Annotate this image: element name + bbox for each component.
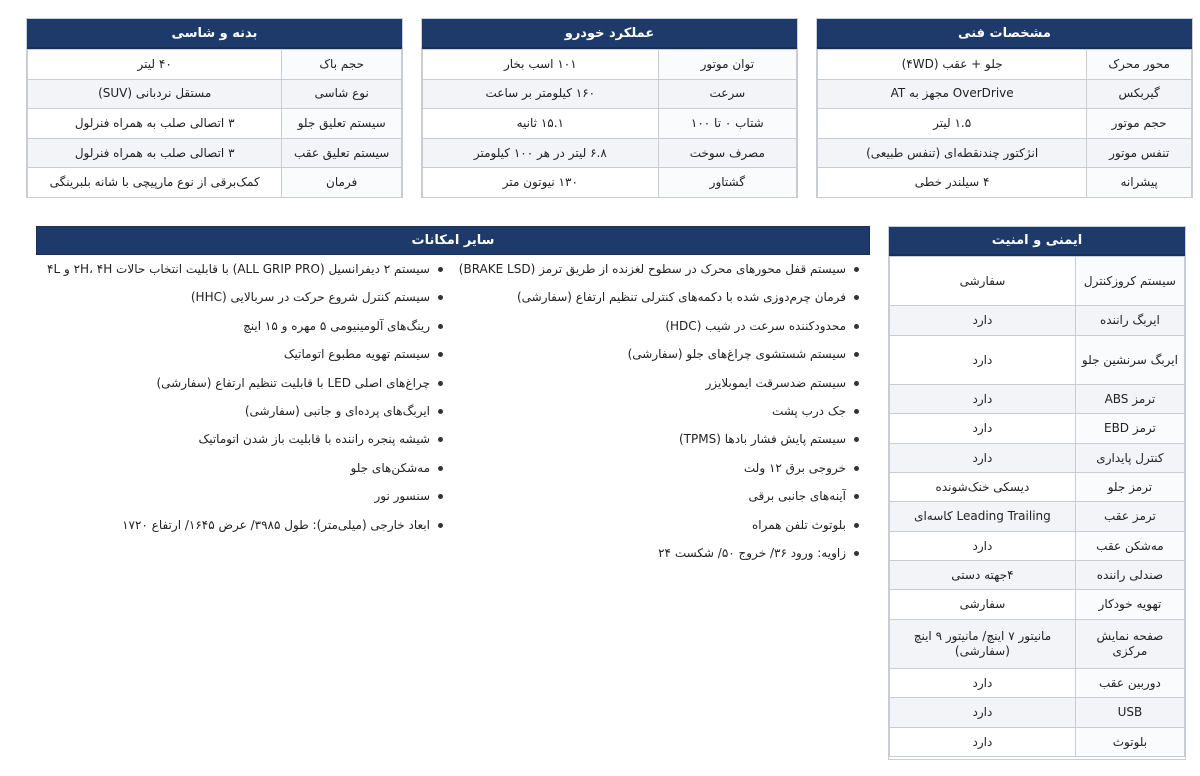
spec-value: مستقل نردبانی (SUV)	[28, 79, 282, 109]
spec-label: ترمز عقب	[1075, 502, 1184, 532]
bullet-icon	[854, 523, 859, 528]
feature-item	[40, 482, 446, 510]
spec-value: دارد	[890, 728, 1076, 757]
spec-label: دوربین عقب	[1075, 669, 1184, 698]
spec-label: توان موتور	[658, 50, 796, 80]
feature-item	[40, 369, 446, 397]
spec-value: دارد	[890, 385, 1076, 414]
body-chassis-row	[28, 138, 402, 168]
spec-label: USB	[1075, 698, 1184, 728]
other-features-right-list	[460, 255, 862, 567]
feature-text: ابعاد خارجی (میلی‌متر): طول ۳۹۸۵/ عرض ۱۶۴۵/ ارتفاع ۱۷۲۰	[122, 517, 430, 532]
spec-label: سرعت	[658, 79, 796, 109]
feature-text: سیستم شستشوی چراغ‌های جلو (سفارشی)	[627, 347, 846, 362]
spec-value: انژکتور چندنقطه‌ای (تنفس طبیعی)	[818, 138, 1087, 168]
feature-text: سیستم قفل محورهای محرک در سطوح لغزنده از طریق ترمز (BRAKE LSD)	[458, 262, 846, 276]
spec-value: دارد	[890, 444, 1076, 473]
bullet-icon	[854, 267, 859, 272]
technical-spec-row	[818, 138, 1192, 168]
spec-value: کمک‌برقی از نوع مارپیچی با شانه بلبرینگی	[28, 168, 282, 198]
spec-label: مه‌شکن عقب	[1075, 532, 1184, 561]
spec-label: فرمان	[282, 168, 402, 198]
bullet-icon	[854, 494, 859, 499]
spec-value: ۱۳۰ نیوتون متر	[423, 168, 659, 198]
spec-value: ۱۵.۱ ثانیه	[423, 109, 659, 139]
feature-text: خروجی برق ۱۲ ولت	[743, 460, 846, 475]
spec-label: ترمز جلو	[1075, 473, 1184, 502]
safety-row	[890, 532, 1185, 561]
feature-text: بلوتوث تلفن همراه	[751, 517, 846, 532]
technical-spec-row	[818, 168, 1192, 198]
spec-label: سیستم کروزکنترل	[1075, 257, 1184, 306]
feature-text: مه‌شکن‌های جلو	[350, 460, 430, 475]
spec-value: دارد	[890, 336, 1076, 385]
body-chassis-title: بدنه و شاسی	[27, 19, 402, 49]
performance-table	[421, 18, 798, 198]
feature-text: سیستم پایش فشار بادها (TPMS)	[678, 432, 846, 447]
spec-label: پیشرانه	[1087, 168, 1192, 198]
safety-row	[890, 561, 1185, 590]
bullet-icon	[438, 409, 443, 414]
safety-row	[890, 257, 1185, 306]
feature-item	[460, 454, 862, 482]
spec-value: ۱۶۰ کیلومتر بر ساعت	[423, 79, 659, 109]
bullet-icon	[854, 295, 859, 300]
technical-spec-row	[818, 109, 1192, 139]
feature-text: سنسور نور	[374, 489, 430, 504]
feature-text: سیستم تهویه مطبوع اتوماتیک	[283, 347, 430, 362]
bullet-icon	[438, 437, 443, 442]
spec-value: ۴ سیلندر خطی	[818, 168, 1087, 198]
bullet-icon	[438, 494, 443, 499]
spec-label: بلوتوث	[1075, 728, 1184, 757]
performance-row	[423, 168, 797, 198]
spec-label: تهویه خودکار	[1075, 590, 1184, 620]
bullet-icon	[854, 324, 859, 329]
spec-label: کنترل پایداری	[1075, 444, 1184, 473]
spec-label: تنفس موتور	[1087, 138, 1192, 168]
safety-security-rows	[889, 256, 1185, 757]
feature-item	[40, 255, 446, 283]
body-chassis-row	[28, 168, 402, 198]
spec-value: دارد	[890, 669, 1076, 698]
feature-text: چراغ‌های اصلی LED با قابلیت تنظیم ارتفاع (سفارشی)	[156, 375, 430, 390]
safety-row	[890, 669, 1185, 698]
spec-value: دیسکی خنک‌شونده	[890, 473, 1076, 502]
performance-rows	[422, 49, 797, 198]
feature-item	[460, 482, 862, 510]
feature-item	[40, 454, 446, 482]
spec-value: سفارشی	[890, 257, 1076, 306]
spec-label: گشتاور	[658, 168, 796, 198]
safety-row	[890, 502, 1185, 532]
technical-specs-rows	[817, 49, 1192, 198]
performance-title: عملکرد خودرو	[422, 19, 797, 49]
feature-item	[460, 369, 862, 397]
spec-label: حجم موتور	[1087, 109, 1192, 139]
body-chassis-rows	[27, 49, 402, 198]
technical-spec-row	[818, 79, 1192, 109]
safety-row	[890, 336, 1185, 385]
spec-value: ۳ اتصالی صلب به همراه فنرلول	[28, 138, 282, 168]
feature-item	[40, 511, 446, 539]
spec-label: شتاب ۰ تا ۱۰۰	[658, 109, 796, 139]
spec-label: سیستم تعلیق عقب	[282, 138, 402, 168]
spec-value: ۴جهته دستی	[890, 561, 1076, 590]
spec-value: جلو + عقب (۴WD)	[818, 50, 1087, 80]
other-features-title: سایر امکانات	[37, 227, 869, 254]
spec-value: دارد	[890, 532, 1076, 561]
bullet-icon	[854, 409, 859, 414]
spec-value: OverDrive مجهز به AT	[818, 79, 1087, 109]
feature-item	[460, 340, 862, 368]
spec-label: حجم باک	[282, 50, 402, 80]
feature-item	[40, 425, 446, 453]
body-chassis-table	[26, 18, 403, 198]
spec-value: سفارشی	[890, 590, 1076, 620]
spec-label: سیستم تعلیق جلو	[282, 109, 402, 139]
bullet-icon	[854, 352, 859, 357]
performance-row	[423, 109, 797, 139]
spec-value: دارد	[890, 306, 1076, 336]
bullet-icon	[438, 466, 443, 471]
bullet-icon	[438, 267, 443, 272]
spec-value: ۱.۵ لیتر	[818, 109, 1087, 139]
feature-item	[460, 511, 862, 539]
feature-item	[40, 397, 446, 425]
feature-item	[40, 312, 446, 340]
spec-label: صفحه نمایش مرکزی	[1075, 620, 1184, 669]
spec-label: محور محرک	[1087, 50, 1192, 80]
feature-text: رینگ‌های آلومینیومی ۵ مهره و ۱۵ اینچ	[243, 318, 430, 333]
safety-row	[890, 728, 1185, 757]
feature-item	[40, 340, 446, 368]
feature-text: ایربگ‌های پرده‌ای و جانبی (سفارشی)	[244, 403, 430, 418]
technical-specs-title: مشخصات فنی	[817, 19, 1192, 49]
safety-row	[890, 698, 1185, 728]
safety-row	[890, 444, 1185, 473]
spec-value: دارد	[890, 414, 1076, 444]
safety-row	[890, 590, 1185, 620]
feature-text: آینه‌های جانبی برقی	[748, 489, 846, 504]
feature-text: زاویه: ورود ۳۶/ خروج ۵۰/ شکست ۲۴	[658, 545, 846, 560]
performance-row	[423, 138, 797, 168]
technical-specs-table	[816, 18, 1193, 198]
spec-value: ۳ اتصالی صلب به همراه فنرلول	[28, 109, 282, 139]
safety-security-title: ایمنی و امنیت	[889, 227, 1185, 256]
feature-item	[460, 283, 862, 311]
other-features-right-column	[454, 255, 870, 567]
body-chassis-row	[28, 79, 402, 109]
performance-row	[423, 50, 797, 80]
other-features-panel	[36, 226, 870, 255]
technical-spec-row	[818, 50, 1192, 80]
feature-item	[460, 312, 862, 340]
spec-label: مصرف سوخت	[658, 138, 796, 168]
safety-row	[890, 620, 1185, 669]
bullet-icon	[854, 381, 859, 386]
feature-text: سیستم ضدسرقت ایموبلایزر	[705, 375, 846, 390]
spec-value: Leading Trailing کاسه‌ای	[890, 502, 1076, 532]
bullet-icon	[854, 551, 859, 556]
spec-label: ترمز ABS	[1075, 385, 1184, 414]
spec-label: صندلی راننده	[1075, 561, 1184, 590]
spec-label: ترمز EBD	[1075, 414, 1184, 444]
body-chassis-row	[28, 50, 402, 80]
feature-text: سیستم ۲ دیفرانسیل (ALL GRIP PRO) با قابلیت انتخاب حالات ۲H، ۴H و ۴L	[47, 262, 430, 276]
feature-item	[40, 283, 446, 311]
spec-label: گیربکس	[1087, 79, 1192, 109]
performance-row	[423, 79, 797, 109]
feature-item	[460, 397, 862, 425]
safety-row	[890, 306, 1185, 336]
spec-value: ۴۰ لیتر	[28, 50, 282, 80]
spec-value: مانیتور ۷ اینچ/ مانیتور ۹ اینچ (سفارشی)	[890, 620, 1076, 669]
feature-text: محدودکننده سرعت در شیب (HDC)	[665, 318, 846, 333]
feature-text: جک درب پشت	[771, 403, 846, 418]
bullet-icon	[438, 381, 443, 386]
spec-label: ایربگ راننده	[1075, 306, 1184, 336]
other-features-left-list	[40, 255, 446, 539]
feature-text: فرمان چرم‌دوزی شده با دکمه‌های کنترلی تنظیم ارتفاع (سفارشی)	[516, 290, 846, 305]
feature-item	[460, 539, 862, 567]
bullet-icon	[438, 324, 443, 329]
bullet-icon	[854, 466, 859, 471]
safety-row	[890, 414, 1185, 444]
bullet-icon	[438, 523, 443, 528]
spec-value: ۶.۸ لیتر در هر ۱۰۰ کیلومتر	[423, 138, 659, 168]
spec-label: ایربگ سرنشین جلو	[1075, 336, 1184, 385]
spec-label: نوع شاسی	[282, 79, 402, 109]
feature-item	[460, 255, 862, 283]
body-chassis-row	[28, 109, 402, 139]
spec-value: دارد	[890, 698, 1076, 728]
feature-text: سیستم کنترل شروع حرکت در سربالایی (HHC)	[190, 290, 430, 305]
feature-item	[460, 425, 862, 453]
other-features-left-column	[36, 255, 454, 539]
safety-security-table	[888, 226, 1186, 760]
bullet-icon	[438, 352, 443, 357]
spec-value: ۱۰۱ اسب بخار	[423, 50, 659, 80]
bullet-icon	[854, 437, 859, 442]
feature-text: شیشه پنجره راننده با قابلیت باز شدن اتوماتیک	[198, 432, 430, 447]
bullet-icon	[438, 295, 443, 300]
safety-row	[890, 473, 1185, 502]
safety-row	[890, 385, 1185, 414]
